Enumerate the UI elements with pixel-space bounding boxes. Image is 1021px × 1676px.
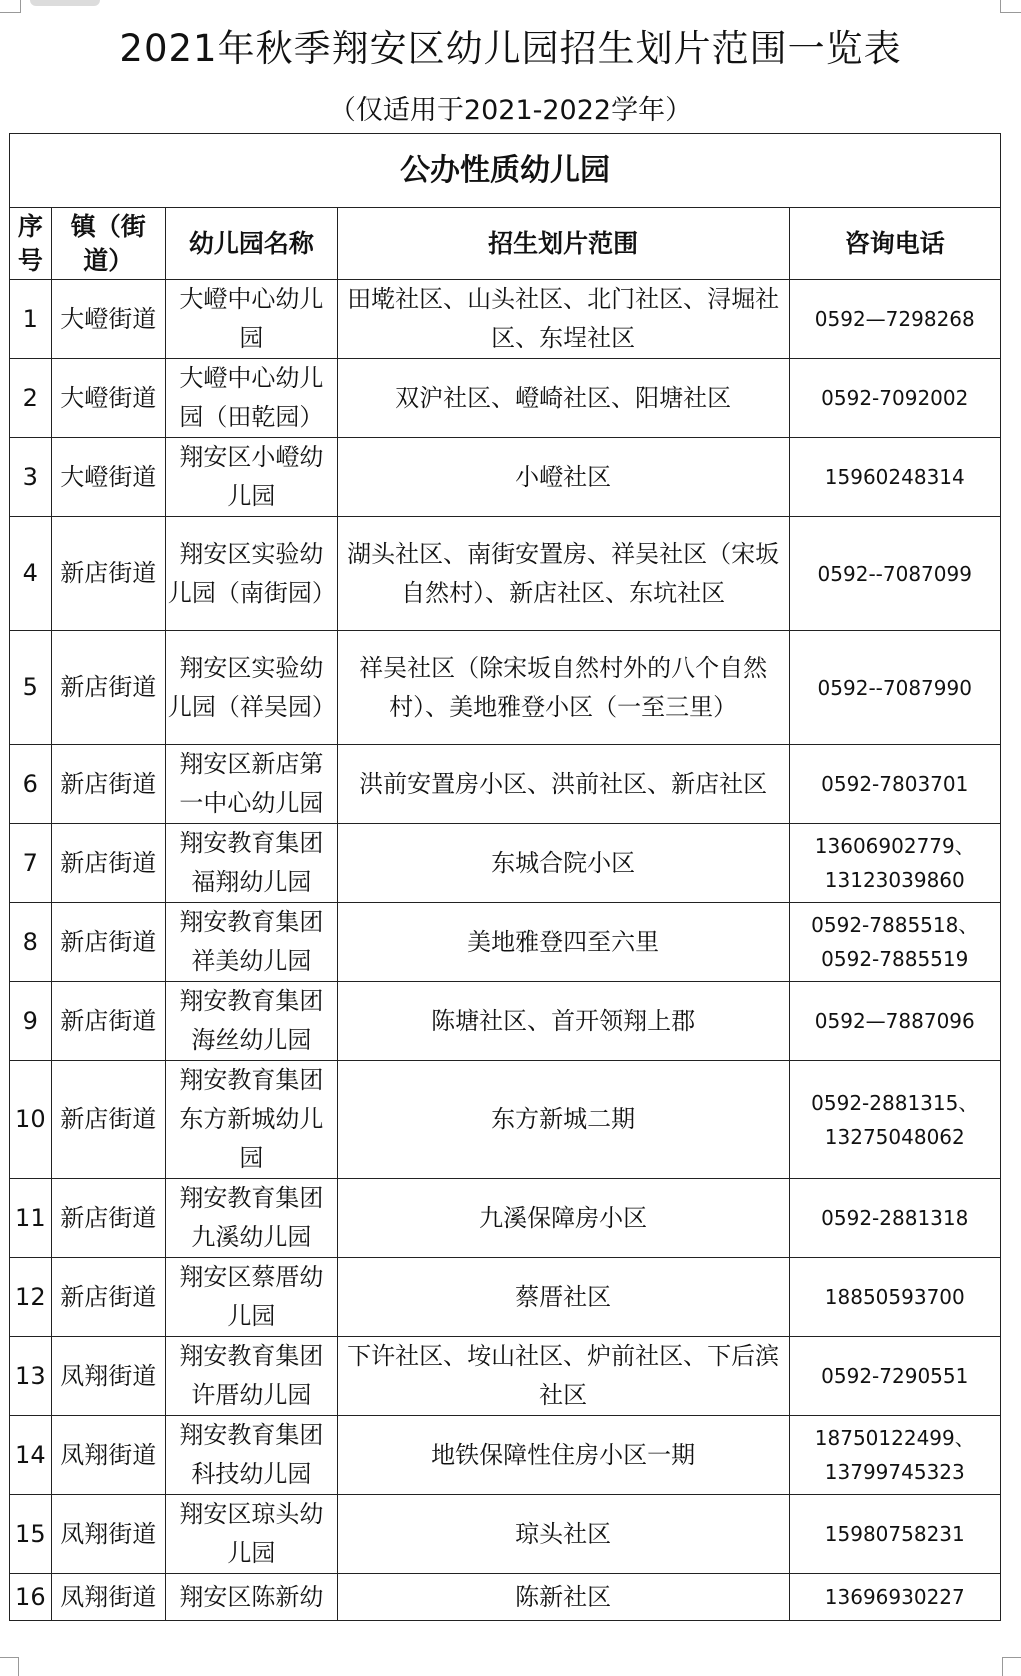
section-title: 公办性质幼儿园 — [10, 134, 1001, 208]
document-subtitle: （仅适用于2021-2022学年） — [328, 95, 693, 126]
row-kindergarten-name: 翔安区琼头幼儿园 — [165, 1495, 337, 1574]
row-seq: 13 — [10, 1337, 52, 1416]
row-kindergarten-name: 翔安教育集团福翔幼儿园 — [165, 824, 337, 903]
row-enrollment-range: 双沪社区、嶝崎社区、阳塘社区 — [337, 359, 789, 438]
row-phone: 0592-7290551 — [789, 1337, 1000, 1416]
table-row — [10, 280, 1001, 359]
table-row — [10, 1574, 1001, 1621]
row-town: 凤翔街道 — [51, 1416, 165, 1495]
header-town: 镇（街道） — [51, 208, 165, 280]
row-seq: 8 — [10, 903, 52, 982]
row-kindergarten-name: 翔安教育集团海丝幼儿园 — [165, 982, 337, 1061]
row-kindergarten-name: 翔安区蔡厝幼儿园 — [165, 1258, 337, 1337]
row-enrollment-range: 田墘社区、山头社区、北门社区、浔堀社区、东埕社区 — [337, 280, 789, 359]
row-phone: 0592-2881318 — [789, 1179, 1000, 1258]
table-row — [10, 982, 1001, 1061]
row-seq: 4 — [10, 517, 52, 631]
row-phone: 0592--7087099 — [789, 517, 1000, 631]
row-town: 凤翔街道 — [51, 1337, 165, 1416]
row-town: 大嶝街道 — [51, 359, 165, 438]
row-seq: 2 — [10, 359, 52, 438]
row-enrollment-range: 东方新城二期 — [337, 1061, 789, 1179]
row-phone: 0592—7298268 — [789, 280, 1000, 359]
row-town: 大嶝街道 — [51, 280, 165, 359]
row-enrollment-range: 九溪保障房小区 — [337, 1179, 789, 1258]
table-row — [10, 1179, 1001, 1258]
document-title: 2021年秋季翔安区幼儿园招生划片范围一览表 — [119, 27, 902, 70]
row-kindergarten-name: 翔安区新店第一中心幼儿园 — [165, 745, 337, 824]
row-enrollment-range: 蔡厝社区 — [337, 1258, 789, 1337]
row-seq: 7 — [10, 824, 52, 903]
table-row — [10, 1061, 1001, 1179]
row-seq: 10 — [10, 1061, 52, 1179]
row-phone: 13696930227 — [789, 1574, 1000, 1621]
row-kindergarten-name: 翔安教育集团九溪幼儿园 — [165, 1179, 337, 1258]
row-phone: 13606902779、13123039860 — [789, 824, 1000, 903]
row-town: 新店街道 — [51, 745, 165, 824]
row-kindergarten-name: 翔安教育集团祥美幼儿园 — [165, 903, 337, 982]
row-enrollment-range: 小嶝社区 — [337, 438, 789, 517]
row-seq: 3 — [10, 438, 52, 517]
row-seq: 15 — [10, 1495, 52, 1574]
scan-artifact — [30, 0, 100, 6]
row-seq: 1 — [10, 280, 52, 359]
row-kindergarten-name: 大嶝中心幼儿园（田乾园） — [165, 359, 337, 438]
row-town: 新店街道 — [51, 1258, 165, 1337]
header-name: 幼儿园名称 — [165, 208, 337, 280]
row-enrollment-range: 美地雅登四至六里 — [337, 903, 789, 982]
row-town: 新店街道 — [51, 631, 165, 745]
header-seq: 序号 — [10, 208, 52, 280]
row-kindergarten-name: 翔安教育集团东方新城幼儿园 — [165, 1061, 337, 1179]
row-phone: 0592-2881315、13275048062 — [789, 1061, 1000, 1179]
row-seq: 9 — [10, 982, 52, 1061]
row-seq: 6 — [10, 745, 52, 824]
row-town: 大嶝街道 — [51, 438, 165, 517]
row-town: 新店街道 — [51, 824, 165, 903]
row-seq: 12 — [10, 1258, 52, 1337]
row-phone: 18750122499、13799745323 — [789, 1416, 1000, 1495]
row-kindergarten-name: 翔安教育集团许厝幼儿园 — [165, 1337, 337, 1416]
row-town: 新店街道 — [51, 903, 165, 982]
header-range: 招生划片范围 — [337, 208, 789, 280]
table-body — [10, 280, 1001, 1621]
table-row — [10, 359, 1001, 438]
row-town: 新店街道 — [51, 1061, 165, 1179]
table-row — [10, 745, 1001, 824]
crop-mark-bottom-left — [0, 1657, 19, 1676]
row-seq: 14 — [10, 1416, 52, 1495]
row-phone: 0592—7887096 — [789, 982, 1000, 1061]
row-enrollment-range: 地铁保障性住房小区一期 — [337, 1416, 789, 1495]
crop-mark-top-left — [0, 0, 21, 13]
row-town: 新店街道 — [51, 517, 165, 631]
header-phone: 咨询电话 — [789, 208, 1000, 280]
row-enrollment-range: 琼头社区 — [337, 1495, 789, 1574]
row-kindergarten-name: 翔安区陈新幼 — [165, 1574, 337, 1621]
enrollment-table — [9, 133, 1001, 1621]
row-seq: 16 — [10, 1574, 52, 1621]
table-row — [10, 903, 1001, 982]
table-row — [10, 438, 1001, 517]
row-town: 新店街道 — [51, 982, 165, 1061]
table-row — [10, 1495, 1001, 1574]
row-kindergarten-name: 翔安区实验幼儿园（南街园） — [165, 517, 337, 631]
row-town: 凤翔街道 — [51, 1574, 165, 1621]
row-town: 凤翔街道 — [51, 1495, 165, 1574]
table-row — [10, 1337, 1001, 1416]
row-phone: 0592-7885518、0592-7885519 — [789, 903, 1000, 982]
table-row — [10, 517, 1001, 631]
row-kindergarten-name: 翔安区实验幼儿园（祥吴园） — [165, 631, 337, 745]
table-row — [10, 1416, 1001, 1495]
row-kindergarten-name: 翔安教育集团科技幼儿园 — [165, 1416, 337, 1495]
crop-mark-bottom-right — [1002, 1657, 1021, 1676]
row-enrollment-range: 东城合院小区 — [337, 824, 789, 903]
row-town: 新店街道 — [51, 1179, 165, 1258]
row-phone: 18850593700 — [789, 1258, 1000, 1337]
row-seq: 5 — [10, 631, 52, 745]
row-seq: 11 — [10, 1179, 52, 1258]
table-row — [10, 1258, 1001, 1337]
row-kindergarten-name: 翔安区小嶝幼儿园 — [165, 438, 337, 517]
table-row — [10, 631, 1001, 745]
row-enrollment-range: 洪前安置房小区、洪前社区、新店社区 — [337, 745, 789, 824]
row-phone: 0592--7087990 — [789, 631, 1000, 745]
row-enrollment-range: 祥吴社区（除宋坂自然村外的八个自然村）、美地雅登小区（一至三里） — [337, 631, 789, 745]
table-row — [10, 824, 1001, 903]
crop-mark-top-right — [1000, 0, 1021, 13]
row-enrollment-range: 下许社区、垵山社区、炉前社区、下后滨社区 — [337, 1337, 789, 1416]
row-enrollment-range: 陈新社区 — [337, 1574, 789, 1621]
row-enrollment-range: 陈塘社区、首开领翔上郡 — [337, 982, 789, 1061]
row-kindergarten-name: 大嶝中心幼儿园 — [165, 280, 337, 359]
row-enrollment-range: 湖头社区、南街安置房、祥吴社区（宋坂自然村）、新店社区、东坑社区 — [337, 517, 789, 631]
row-phone: 0592-7092002 — [789, 359, 1000, 438]
row-phone: 15960248314 — [789, 438, 1000, 517]
row-phone: 15980758231 — [789, 1495, 1000, 1574]
row-phone: 0592-7803701 — [789, 745, 1000, 824]
